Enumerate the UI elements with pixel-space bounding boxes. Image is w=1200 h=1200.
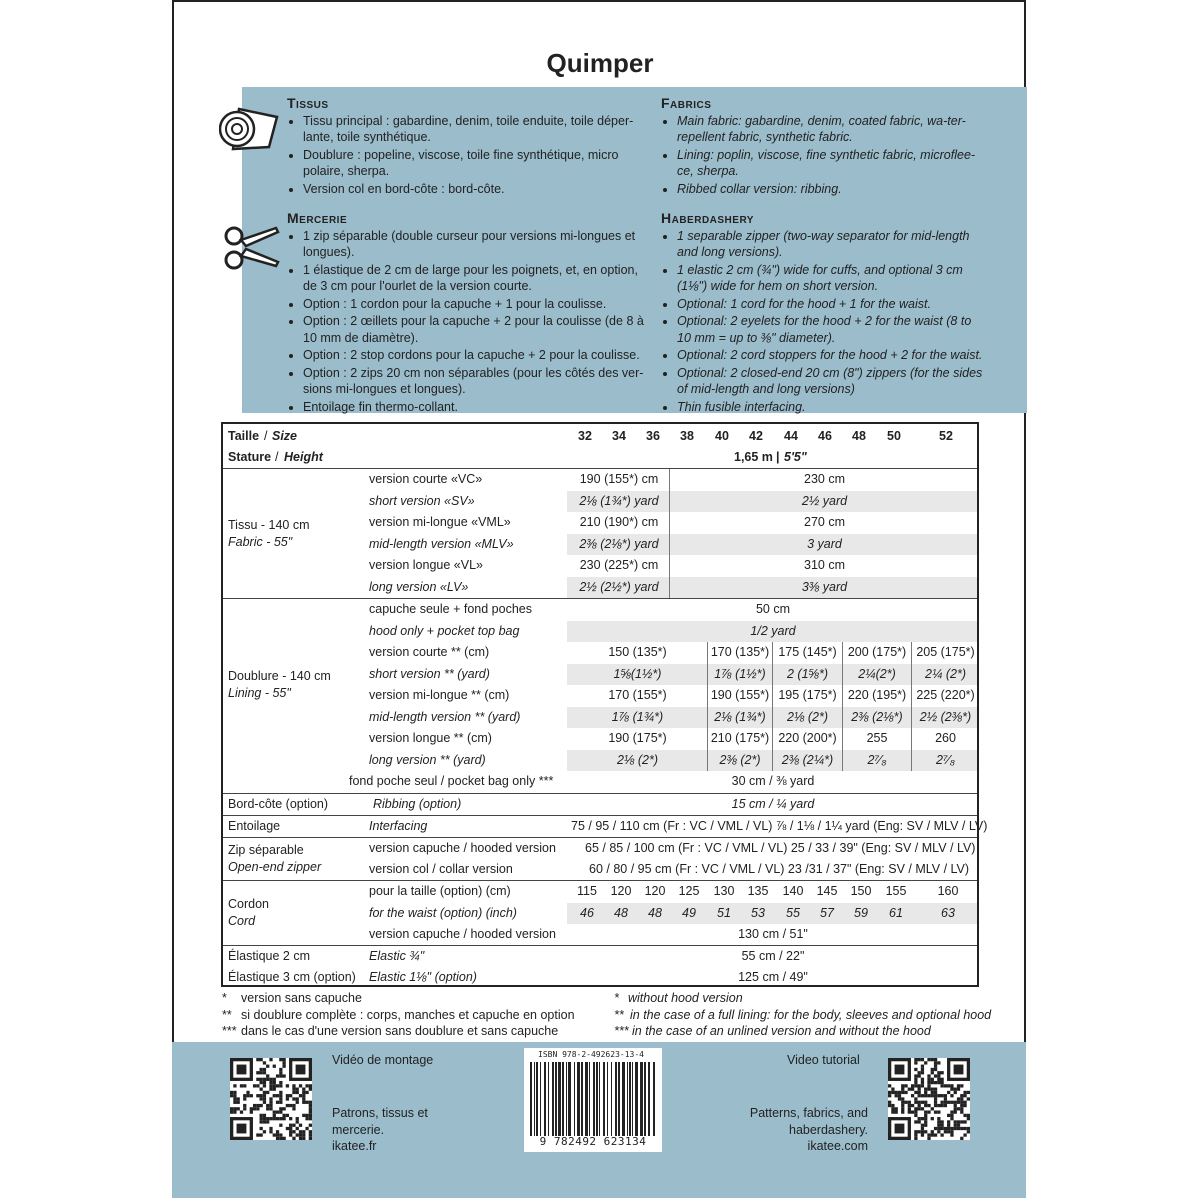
size-value: 52 [939, 429, 953, 443]
cord-size-value: 155 [885, 884, 907, 898]
fabric-group-fr: Tissu - 140 cm [228, 518, 310, 532]
cord-hood-label: version capuche / hooded version [369, 927, 556, 941]
haberdashery-fr-item: • Option : 2 zips 20 cm non séparables (pour les côtés des ver-sions mi-longues et longues). [303, 365, 652, 398]
cord-size-value: 150 [850, 884, 872, 898]
lining-row-value: 2¼(2*) [858, 666, 896, 681]
fabric-value-small: 2⅜ (2⅛*) yard [579, 536, 659, 551]
barcode-number: 9 782492 623134 [539, 1135, 647, 1148]
elastic-2cm-value: 55 cm / 22" [741, 948, 805, 963]
shop-link-en[interactable]: ikatee.com [807, 1139, 868, 1153]
haberdashery-en-item: • Thin fusible interfacing. [677, 399, 986, 416]
isbn-text: ISBN 978-2-492623-13-4 [538, 1050, 644, 1059]
haberdashery-fr-item: • Option : 2 œillets pour la capuche + 2 pour la coulisse (de 8 à 10 mm de diamètre). [303, 313, 652, 346]
lining-row-label: long version ** (yard) [369, 752, 486, 767]
haberdashery-fr-item: • 1 élastique de 2 cm de large pour les poignets, et, en option, de 3 cm pour l'ourlet de la version courte. [303, 262, 652, 295]
lining-row-value: 260 [935, 731, 956, 745]
fabric-value-large: 270 cm [804, 515, 845, 529]
lining-hood-row [223, 599, 977, 621]
cord-cm-row [223, 881, 977, 903]
lining-group-fr: Doublure - 140 cm [228, 669, 331, 683]
haberdashery-en-item: • 1 separable zipper (two-way separator for mid-length and long versions). [677, 228, 986, 261]
shop-text-en: Patterns, fabrics, and haberdashery. ikatee.com [746, 1105, 868, 1155]
cord-size-value: 61 [889, 905, 903, 920]
cord-size-value: 115 [577, 884, 597, 898]
lining-row [223, 728, 977, 750]
lining-row-value: 220 (195*) [847, 688, 907, 702]
lining-row-value: 150 (135*) [608, 645, 667, 659]
footnote-fr: ** si doublure complète : corps, manches et capuche en option [222, 1007, 575, 1022]
fabrics-en [661, 95, 986, 198]
zip-row-label: version col / collar version [369, 862, 513, 876]
lining-row [223, 750, 977, 772]
fabric-row-label: long version «LV» [369, 579, 469, 594]
pocket-bag-label: fond poche seul / pocket bag only *** [349, 774, 554, 788]
lining-row-value: 195 (175*) [778, 688, 837, 702]
fabric-value-large: 310 cm [804, 558, 845, 572]
zip-row-value: 60 / 80 / 95 cm (Fr : VC / VML / VL) 23 /31 / 37" (Eng: SV / MLV / LV) [589, 862, 970, 876]
scissors-icon [222, 222, 280, 272]
lining-hood-value-fr: 50 cm [755, 602, 791, 616]
cord-hood-row [223, 924, 977, 946]
fabric-fr-item: • Version col en bord-côte : bord-côte. [303, 181, 652, 198]
lining-hood-label-fr: capuche seule + fond poches [369, 602, 532, 616]
cord-hood-value: 130 cm / 51" [738, 927, 808, 941]
fabric-row [223, 469, 977, 491]
size-value: 40 [715, 429, 729, 443]
elastic-3cm-label-fr: Élastique 3 cm (option) [228, 970, 356, 984]
fabric-en-item: • Ribbed collar version: ribbing. [677, 181, 986, 198]
haberdashery-en-item: • Optional: 2 cord stoppers for the hood + 2 for the waist. [677, 347, 986, 364]
qr-code-fr[interactable] [230, 1058, 312, 1140]
size-value: 42 [749, 429, 763, 443]
fabric-value-small: 230 (225*) cm [579, 558, 659, 572]
cord-label-en: Cord [228, 914, 256, 928]
ribbing-label-en: Ribbing (option) [373, 796, 462, 811]
fabric-fr-item: • Doublure : popeline, viscose, toile fine synthétique, micro polaire, sherpa. [303, 147, 652, 180]
elastic-3cm-row [223, 967, 977, 989]
zip-label-en: Open-end zipper [228, 860, 322, 874]
fabric-value-large: 3 yard [807, 536, 842, 551]
haberdashery-en-item: • Optional: 2 closed-end 20 cm (8") zippers (for the sides of mid-length and long versions) [677, 365, 986, 398]
isbn-barcode [524, 1048, 662, 1152]
lining-row [223, 685, 977, 707]
cord-inch-row [223, 903, 977, 925]
qr-code-en[interactable] [888, 1058, 970, 1140]
haberdashery-fr-item: • Entoilage fin thermo-collant. [303, 399, 652, 416]
cord-size-value: 48 [614, 905, 628, 920]
footnote-fr: * version sans capuche [222, 991, 362, 1005]
lining-row-value: 2⅜ (2¼*) [781, 752, 834, 767]
page-title: Quimper [546, 48, 654, 78]
lining-row-value: 255 [866, 731, 888, 745]
height-value-en: 5'5" [784, 450, 807, 464]
haberdashery-en-heading: Haberdashery [661, 210, 754, 226]
size-value: 48 [852, 429, 866, 443]
cord-size-value: 59 [854, 905, 868, 920]
cord-size-value: 48 [648, 905, 662, 920]
interfacing-label-fr: Entoilage [228, 818, 281, 833]
lining-row-label: short version ** (yard) [369, 666, 490, 681]
lining-row-value: 2 (1⅝*) [787, 666, 828, 681]
haberdashery-en-item: • Optional: 1 cord for the hood + 1 for the waist. [677, 296, 986, 313]
ribbing-value: 15 cm / ¼ yard [731, 796, 815, 811]
lining-row-value: 2⁷⁄₈ [935, 752, 956, 767]
cord-cm-label: pour la taille (option) (cm) [369, 884, 511, 898]
lining-row-value: 210 (175*) [710, 731, 770, 745]
haberdashery-en [661, 210, 986, 416]
fabric-row-label: mid-length version «MLV» [369, 536, 514, 551]
video-tutorial-en: Video tutorial [787, 1053, 860, 1067]
lining-row-label: version mi-longue ** (cm) [369, 688, 510, 702]
cord-size-value: 57 [820, 905, 834, 920]
elastic-2cm-label-fr: Élastique 2 cm [228, 948, 310, 963]
size-label-en: Size [272, 429, 298, 443]
footnotes-fr [222, 990, 622, 1040]
cord-size-value: 49 [682, 905, 696, 920]
lining-row [223, 642, 977, 664]
lining-row-label: version courte ** (cm) [369, 645, 490, 659]
elastic-3cm-label-en: Elastic 1⅛" (option) [369, 970, 477, 984]
cord-size-value: 46 [580, 905, 594, 920]
lining-row-value: 170 (135*) [710, 645, 770, 659]
lining-row-label: mid-length version ** (yard) [369, 709, 521, 724]
fabric-value-small: 2½ (2½*) yard [579, 579, 659, 594]
fabric-row [223, 491, 977, 513]
lining-row-value: 1⅞ (1½*) [714, 666, 766, 681]
footnote-fr: *** dans le cas d'une version sans doublure et sans capuche [222, 1024, 559, 1038]
lining-row-label: version longue ** (cm) [369, 731, 492, 745]
fabric-row [223, 577, 977, 599]
haberdashery-fr-item: • Option : 1 cordon pour la capuche + 1 pour la coulisse. [303, 296, 652, 313]
size-value: 36 [646, 429, 660, 443]
fabric-value-large: 230 cm [804, 472, 845, 486]
interfacing-row [223, 816, 988, 838]
cord-size-value: 125 [678, 884, 700, 898]
height-value-fr: 1,65 m [734, 450, 773, 464]
fabric-value-small: 190 (155*) cm [579, 472, 659, 486]
zip-row-label: version capuche / hooded version [369, 840, 556, 855]
fabrics-en-heading: Fabrics [661, 95, 712, 111]
size-chart-table [221, 422, 988, 987]
haberdashery-fr-heading: Mercerie [287, 210, 348, 226]
fabric-row-label: version courte «VC» [369, 472, 483, 486]
lining-row-value: 1⅝(1½*) [613, 666, 662, 681]
size-value: 44 [784, 429, 798, 443]
fabric-row-label: version longue «VL» [369, 558, 483, 572]
cord-inch-label: for the waist (option) (inch) [369, 905, 517, 920]
pocket-bag-value: 30 cm / ⅜ yard [731, 774, 815, 788]
lining-row-value: 2⅛ (2*) [787, 709, 828, 724]
height-label-en: Height [284, 450, 323, 464]
video-tutorial-fr: Vidéo de montage [332, 1053, 434, 1067]
lining-hood-label-en: hood only + pocket top bag [369, 623, 520, 638]
lining-row-value: 200 (175*) [847, 645, 907, 659]
lining-row-value: 220 (200*) [778, 731, 837, 745]
lining-row-value: 190 (155*) [710, 688, 770, 702]
size-value: 46 [818, 429, 832, 443]
size-header-row: Taille / Size 32 34 36 38 40 42 44 46 48 50 52 [223, 426, 977, 448]
fabric-value-small: 210 (190*) cm [579, 515, 659, 529]
fabric-value-small: 2⅛ (1¾*) yard [579, 493, 659, 508]
haberdashery-fr-item: • 1 zip séparable (double curseur pour versions mi-longues et longues). [303, 228, 652, 261]
cord-size-value: 130 [713, 884, 735, 898]
fabric-value-large: 3⅜ yard [801, 579, 848, 594]
lining-row [223, 707, 977, 729]
cord-size-value: 140 [782, 884, 804, 898]
lining-row-value: 2¼ (2*) [925, 666, 966, 681]
fabric-en-item: • Lining: poplin, viscose, fine synthetic fabric, microflee-ce, sherpa. [677, 147, 986, 180]
fabrics-fr [287, 95, 652, 198]
fabric-row [223, 534, 977, 556]
cord-size-value: 160 [937, 884, 959, 898]
lining-row-value: 2⅜ (2*) [719, 752, 761, 767]
cord-size-value: 120 [610, 884, 632, 898]
ribbing-label-fr: Bord-côte (option) [228, 796, 329, 811]
shop-text-fr: Patrons, tissus et mercerie. ikatee.fr [332, 1106, 428, 1153]
size-value: 38 [680, 429, 694, 443]
fabric-fr-item: • Tissu principal : gabardine, denim, toile enduite, toile déper-lante, toile synthétique. [303, 113, 652, 146]
fabric-row-label: short version «SV» [369, 493, 475, 508]
lining-group-en: Lining - 55" [228, 686, 291, 700]
elastic-2cm-row [223, 946, 977, 968]
haberdashery-en-item: • Optional: 2 eyelets for the hood + 2 for the waist (8 to 10 mm = up to ⅜" diameter). [677, 313, 986, 346]
haberdashery-fr-item: • Option : 2 stop cordons pour la capuche + 2 pour la coulisse. [303, 347, 652, 364]
lining-row-value: 2⅛ (2*) [617, 752, 658, 767]
cord-size-value: 120 [644, 884, 666, 898]
shop-link-fr[interactable]: ikatee.fr [332, 1139, 377, 1153]
elastic-3cm-value: 125 cm / 49" [738, 970, 808, 984]
fabric-row-label: version mi-longue «VML» [369, 515, 511, 529]
cord-size-value: 63 [941, 905, 955, 920]
footnote-en: * without hood version [614, 991, 743, 1005]
lining-row-value: 2⁷⁄₈ [867, 752, 887, 767]
elastic-2cm-label-en: Elastic ¾" [369, 948, 425, 963]
fabric-group-en: Fabric - 55" [228, 535, 293, 549]
zip-row [223, 838, 977, 860]
fabrics-fr-heading: Tissus [287, 95, 329, 111]
haberdashery-en-item: • 1 elastic 2 cm (¾") wide for cuffs, and optional 3 cm (1⅛") wide for hem on short version. [677, 262, 986, 295]
lining-hood-value-en: 1/2 yard [750, 623, 796, 638]
lining-row-value: 2½ (2⅜*) [919, 709, 972, 724]
fabric-roll-icon [219, 103, 285, 155]
fabric-row [223, 555, 977, 577]
zip-row [223, 859, 977, 881]
lining-row-value: 170 (155*) [608, 688, 667, 702]
barcode-bars [528, 1062, 658, 1136]
lining-row [223, 664, 977, 686]
lining-row-value: 225 (220*) [916, 688, 975, 702]
pocket-bag-row [223, 771, 977, 793]
lining-row-value: 1⅞ (1¾*) [611, 709, 664, 724]
height-row: Stature / Height 1,65 m | 5'5" [223, 447, 977, 469]
height-label-fr: Stature [228, 450, 272, 464]
lining-row-value: 2⅛ (1¾*) [714, 709, 766, 724]
footnote-en: *** in the case of an unlined version and without the hood [614, 1024, 931, 1038]
cord-size-value: 53 [751, 905, 765, 920]
interfacing-label-en: Interfacing [369, 818, 428, 833]
haberdashery-fr [287, 210, 652, 416]
zip-row-value: 65 / 85 / 100 cm (Fr : VC / VML / VL) 25 / 33 / 39" (Eng: SV / MLV / LV) [585, 840, 976, 855]
lining-row-value: 190 (175*) [608, 731, 667, 745]
ribbing-row [223, 794, 977, 816]
fabric-row [223, 512, 977, 534]
footnotes-en [614, 990, 994, 1040]
fabric-value-large: 2½ yard [801, 493, 848, 508]
fabric-en-item: • Main fabric: gabardine, denim, coated fabric, wa-ter-repellent fabric, synthetic fabric. [677, 113, 986, 146]
cord-label-fr: Cordon [228, 897, 269, 911]
size-value: 50 [887, 429, 901, 443]
cord-size-value: 145 [816, 884, 838, 898]
interfacing-value: 75 / 95 / 110 cm (Fr : VC / VML / VL) ⅞ / 1⅛ / 1¼ yard (Eng: SV / MLV / LV) [571, 818, 988, 833]
lining-row-value: 2⅜ (2⅛*) [851, 709, 903, 724]
cord-size-value: 135 [747, 884, 769, 898]
lining-row-value: 205 (175*) [916, 645, 975, 659]
zip-label-fr: Zip séparable [228, 843, 304, 857]
cord-size-value: 51 [717, 905, 731, 920]
footnote-en: ** in the case of a full lining: for the body, sleeves and optional hood [614, 1007, 992, 1022]
lining-row-value: 175 (145*) [778, 645, 837, 659]
cord-size-value: 55 [786, 905, 800, 920]
lining-hood-row [223, 621, 977, 643]
size-value: 34 [612, 429, 626, 443]
size-value: 32 [578, 429, 592, 443]
size-label-fr: Taille [228, 429, 260, 443]
